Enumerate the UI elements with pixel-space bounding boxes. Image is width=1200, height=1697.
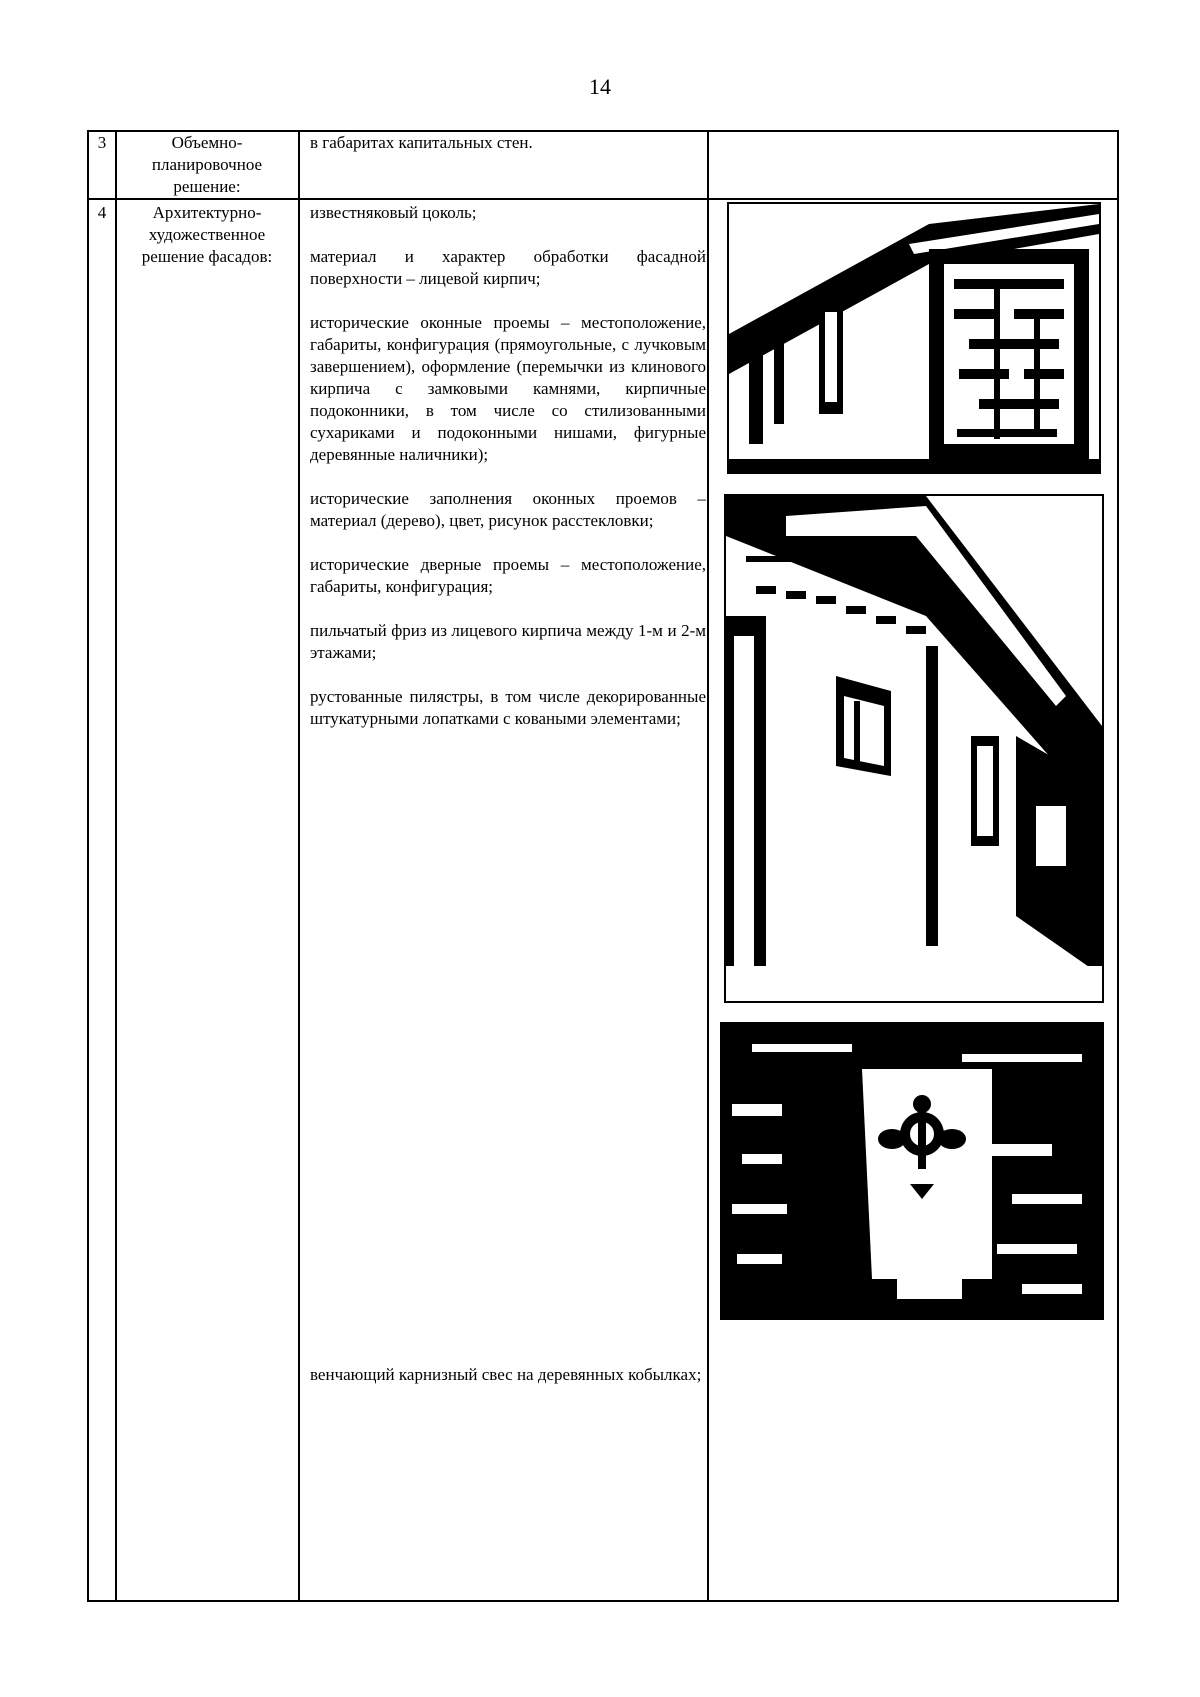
row-3-description: [310, 132, 706, 176]
facade-item-frieze: пильчатый фриз из лицевого кирпича между 1-м и 2-м этажами;: [310, 621, 706, 662]
facade-item-window-fillings: исторические заполнения оконных проемов – материал (дерево), цвет, рисунок расстекловки;: [310, 489, 706, 530]
row-3-label: Объемно-планировочное решение:: [151, 133, 263, 196]
row-4-label: Архитектурно-художественное решение фасадов:: [141, 203, 273, 266]
row-4-description: [310, 202, 706, 752]
facade-item-plinth: известняковый цоколь;: [310, 203, 477, 222]
facade-window-photo: [727, 202, 1101, 474]
facade-item-surface: материал и характер обработки фасадной поверхности – лицевой кирпич;: [310, 247, 706, 288]
row-3-number: 3: [97, 133, 107, 152]
facade-street-photo: [724, 494, 1104, 1003]
facade-item-door-openings: исторические дверные проемы – местоположение, габариты, конфигурация;: [310, 555, 706, 596]
facade-item-pilasters: рустованные пилястры, в том числе декорированные штукатурными лопатками с коваными элементами;: [310, 687, 706, 728]
page-number: 14: [589, 74, 611, 99]
row-3-item: в габаритах капитальных стен.: [310, 133, 533, 152]
facade-item-window-openings: исторические оконные проемы – местоположение, габариты, конфигурация (прямоугольные, с лучковым завершением), оформление (перемычки из клинового кирпича с замковыми камнями, кирпичные подоконники, в том числе со стилизованными сухариками и подоконными нишами, фигурные деревянные наличники);: [310, 313, 706, 464]
row-4-description-continued: [310, 1364, 706, 1408]
pilaster-ornament-photo: [720, 1022, 1104, 1320]
row-4-number: 4: [97, 203, 107, 222]
facade-item-cornice: венчающий карнизный свес на деревянных кобылках;: [310, 1365, 702, 1384]
